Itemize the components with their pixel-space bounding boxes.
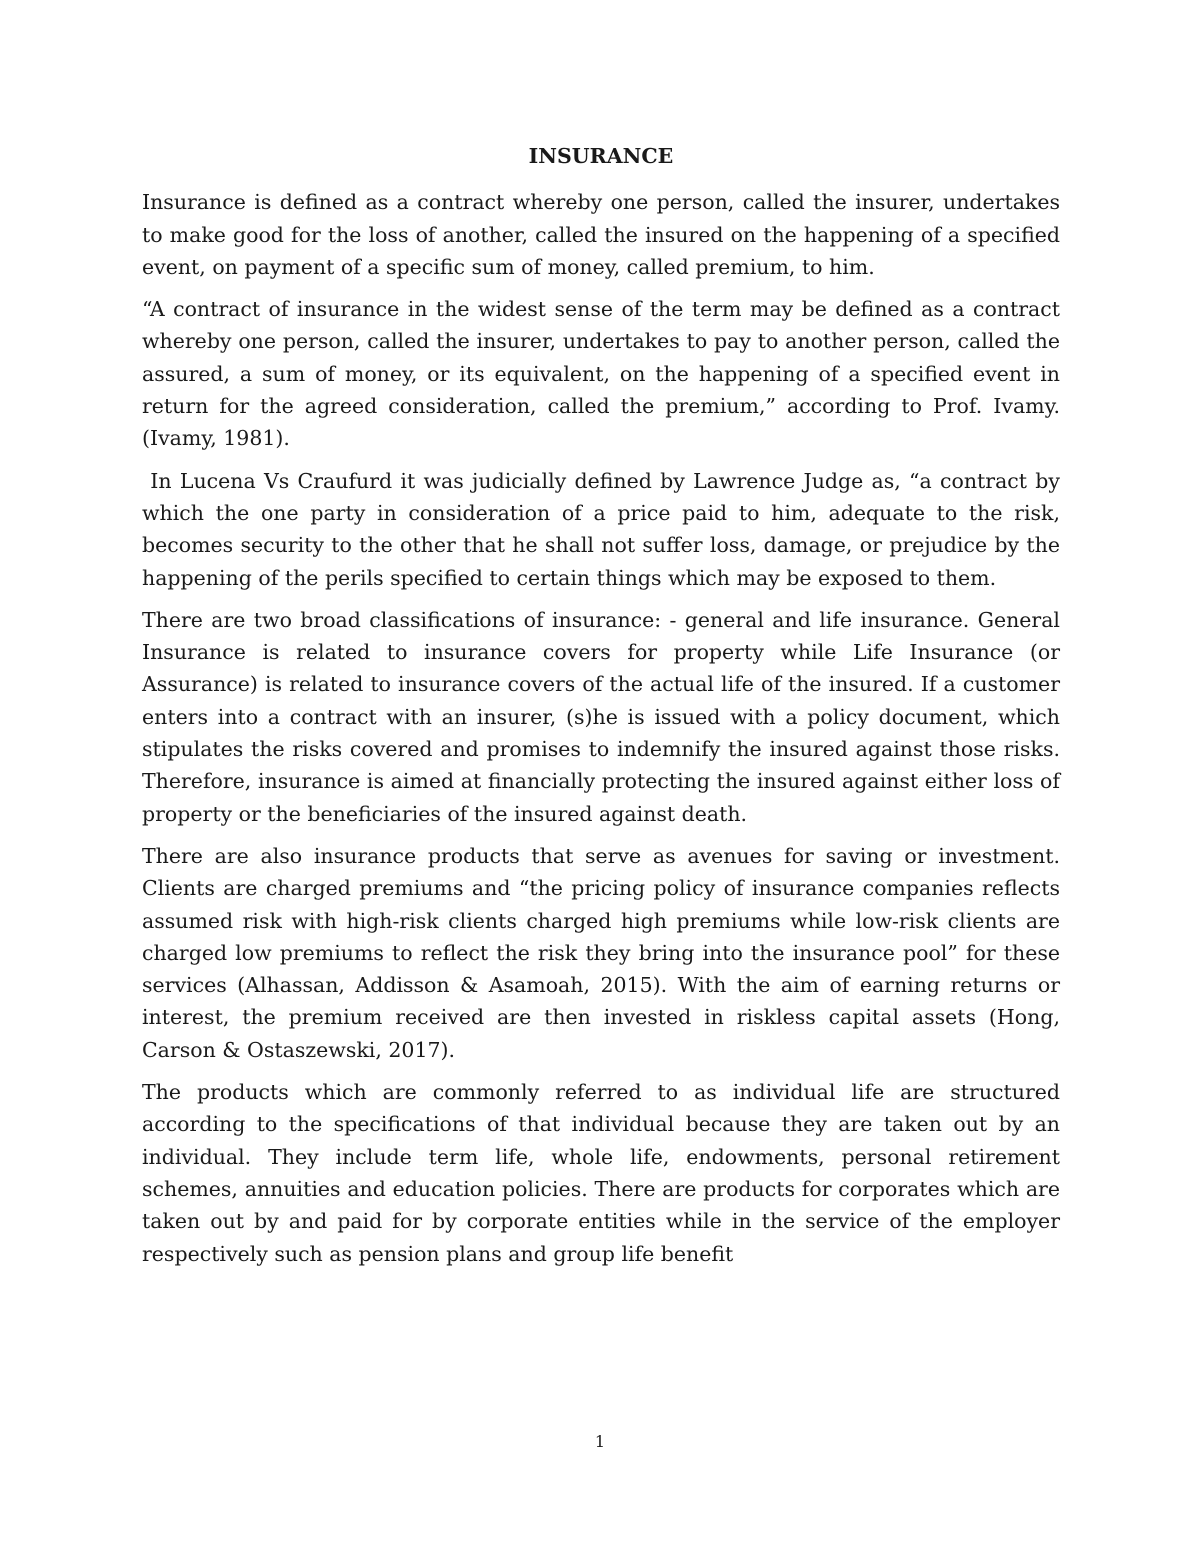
paragraph-classifications: There are two broad classifications of insurance: - general and life insurance. General Insurance is related to insurance covers for property while Life Insurance (or Assurance) is related to insurance covers of the actual life of the insured. If a customer enters into a contract with an insurer, (s)he is issued with a policy document, which stipulates the risks covered and promises to indemnify the insured against those risks. Therefore, insurance is aimed at financially protecting the insured against either loss of property or the beneficiaries of the insured against death. [142,607,1060,826]
paragraph-definition: Insurance is defined as a contract whereby one person, called the insurer, undertakes to make good for the loss of another, called the insured on the happening of a specified event, on payment of a specific sum of money, called premium, to him. [142,190,1060,279]
paragraph-individual-life: The products which are commonly referred to as individual life are structured according to the specifications of that individual because they are taken out by an individual. They include term life, whole life, endowments, personal retirement schemes, annuities and education policies. There are products for corporates which are taken out by and paid for by corporate entities while in the service of the employer respectively such as pension plans and group life benefit [142,1080,1060,1266]
page-title: INSURANCE [528,144,674,168]
page-number: 1 [594,1432,606,1451]
paragraph-ivamy-quote: “A contract of insurance in the widest sense of the term may be defined as a contract whereby one person, called the insurer, undertakes to pay to another person, called the assured, a sum of money, or its equivalent, on the happening of a specified event in return for the agreed consideration, called the premium,” according to Prof. Ivamy. (Ivamy, 1981). [142,297,1060,451]
page-body [142,140,1067,1280]
paragraph-investment-products: There are also insurance products that serve as avenues for saving or investment. Clients are charged premiums and “the pricing policy of insurance companies reflects assumed risk with high-risk clients charged high premiums while low-risk clients are charged low premiums to reflect the risk they bring into the insurance pool” for these services (Alhassan, Addisson & Asamoah, 2015). With the aim of earning returns or interest, the premium received are then invested in riskless capital assets (Hong, Carson & Ostaszewski, 2017). [142,843,1060,1062]
paragraph-lucena-case: In Lucena Vs Craufurd it was judicially defined by Lawrence Judge as, “a contract by which the one party in consideration of a price paid to him, adequate to the risk, becomes security to the other that he shall not suffer loss, damage, or prejudice by the happening of the perils specified to certain things which may be exposed to them. [142,468,1067,590]
